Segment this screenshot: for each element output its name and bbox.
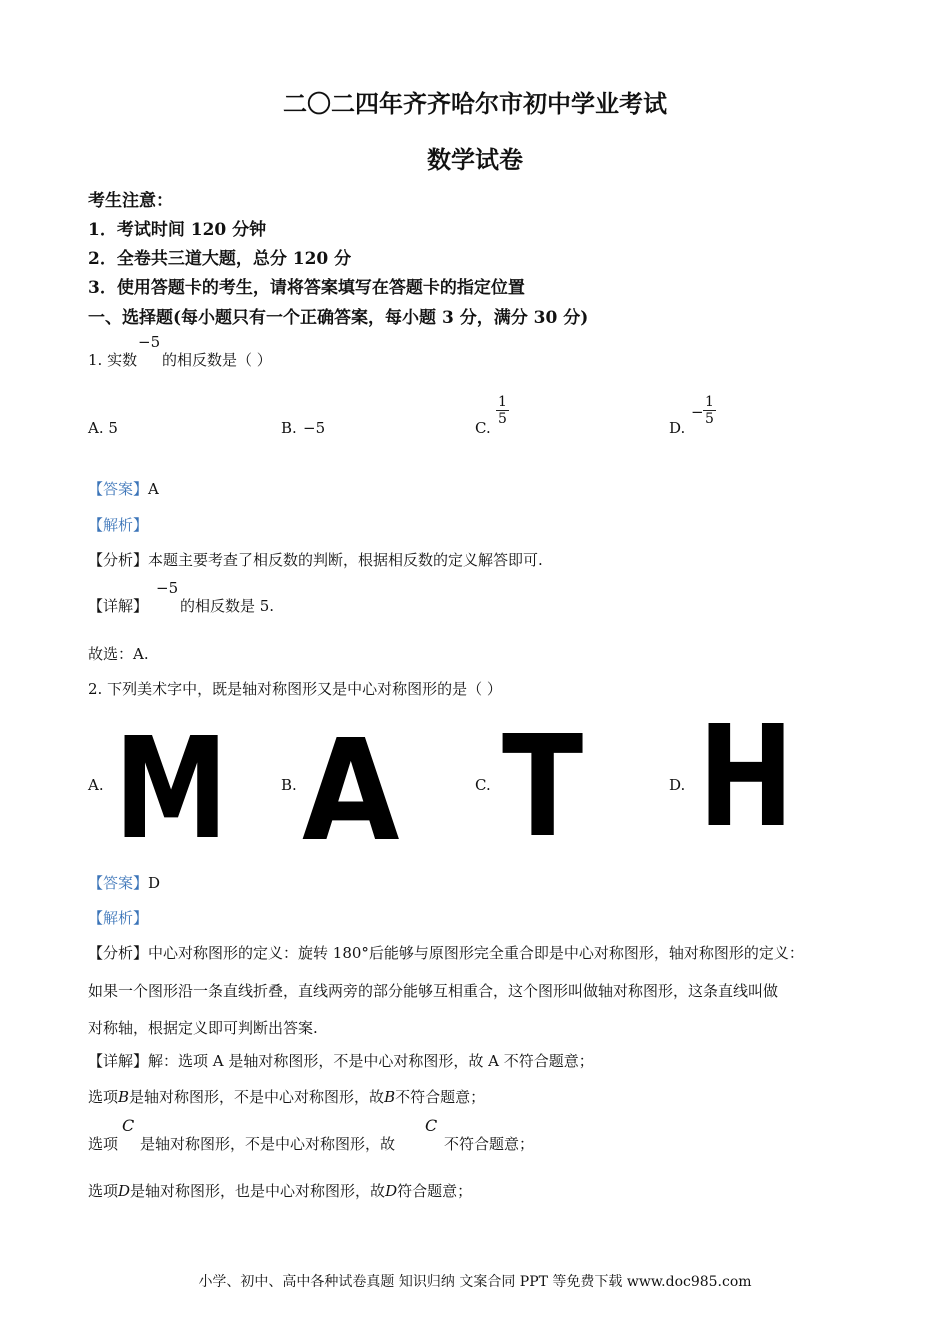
line-middle: 是轴对称图形，也是中心对称图形，故 [130,1182,386,1200]
option-variable: B [384,1088,396,1106]
q1-detail-text: 的相反数是 5. [180,597,275,615]
page-footer: 小学、初中、高中各种试卷真题 知识归纳 文案合同 PPT 等免费下载 www.doc985.com [198,1274,752,1290]
q1-analysis [88,549,543,570]
q2-analysis-tag: 【解析】 [88,909,149,927]
q1-conclusion: 故选：A. [88,645,149,663]
answer-tag: 【答案】 [88,480,149,498]
q2-answer [88,872,160,893]
q1-option-c-fraction [496,394,509,427]
answer-tag: 【答案】 [88,874,149,892]
q1-stem-math: −5 [138,333,161,351]
analysis-label: 【分析】 [88,944,149,962]
answer-value: A [148,480,159,498]
q1-stem-suffix: 的相反数是（ ） [162,351,272,369]
q2-analysis-line-3: 对称轴，根据定义即可判断出答案. [88,1019,318,1037]
q1-option-d-sign: − [691,403,704,421]
q1-option-d-label: D. [669,419,686,437]
notice-item-1: 1．考试时间 120 分钟 [88,220,267,240]
analysis-text: 中心对称图形的定义：旋转 180°后能够与原图形完全重合即是中心对称图形，轴对称图形的定义： [148,944,804,962]
analysis-text: 本题主要考查了相反数的判断，根据相反数的定义解答即可. [148,551,543,569]
q1-option-a: A. 5 [88,419,118,437]
q1-answer [88,478,159,499]
option-variable: D [385,1182,398,1200]
detail-text: 解：选项 A 是轴对称图形，不是中心对称图形，故 A 不符合题意； [148,1052,594,1070]
notice-heading: 考生注意： [88,191,173,211]
glyph-m-image: M [114,708,229,871]
fraction-denominator: 5 [498,411,507,427]
q2-analysis-line-1 [88,942,804,963]
q2-detail-line-c-var: C [122,1116,135,1135]
answer-value: D [148,874,161,892]
glyph-h-image: H [698,696,795,859]
q2-detail-line-c-mid: 是轴对称图形，不是中心对称图形，故 [140,1135,396,1153]
option-variable: D [118,1182,131,1200]
line-suffix: 符合题意； [397,1182,473,1200]
q2-stem: 2. 下列美术字中，既是轴对称图形又是中心对称图形的是（ ） [88,680,502,698]
q2-detail-line-b [88,1086,485,1107]
notice-item-3: 3．使用答题卡的考生，请将答案填写在答题卡的指定位置 [88,278,525,298]
fraction-numerator: 1 [498,394,507,410]
line-middle: 是轴对称图形，不是中心对称图形，故 [129,1088,385,1106]
q2-option-b-label: B. [281,776,297,794]
q1-analysis-tag: 【解析】 [88,516,149,534]
detail-label: 【详解】 [88,1052,149,1070]
q2-option-a-label: A. [88,776,104,794]
q2-option-d-label: D. [669,776,686,794]
q2-analysis-line-2: 如果一个图形沿一条直线折叠，直线两旁的部分能够互相重合，这个图形叫做轴对称图形，这条直线叫做 [88,982,779,1000]
q2-detail-line-c-suffix: 不符合题意； [444,1135,535,1153]
q1-option-d-fraction [703,394,716,427]
q1-detail-math: −5 [156,579,179,597]
fraction-denominator: 5 [705,411,714,427]
line-prefix: 选项 [88,1088,119,1106]
q1-option-b-math: −5 [303,419,326,437]
q1-stem-prefix: 1. 实数 [88,351,138,369]
line-prefix: 选项 [88,1182,119,1200]
exam-subtitle: 数学试卷 [427,145,523,174]
notice-item-2: 2．全卷共三道大题，总分 120 分 [88,249,352,269]
glyph-t-image: T [502,706,584,869]
q2-detail-line-c-var2: C [425,1116,438,1135]
q2-detail-line-d [88,1180,472,1201]
exam-title: 二〇二四年齐齐哈尔市初中学业考试 [283,89,667,118]
analysis-label: 【分析】 [88,551,149,569]
fraction-numerator: 1 [705,394,714,410]
glyph-a-image: A [302,710,400,873]
q1-option-c-label: C. [475,419,491,437]
q2-detail-line-c-prefix: 选项 [88,1135,119,1153]
option-variable: B [118,1088,130,1106]
q1-option-b-label: B. [281,419,297,437]
q1-detail-label: 【详解】 [88,597,149,615]
q2-option-c-label: C. [475,776,491,794]
section-heading: 一、选择题(每小题只有一个正确答案，每小题 3 分，满分 30 分) [88,308,589,328]
line-suffix: 不符合题意； [395,1088,486,1106]
q2-detail-line-a [88,1050,594,1071]
